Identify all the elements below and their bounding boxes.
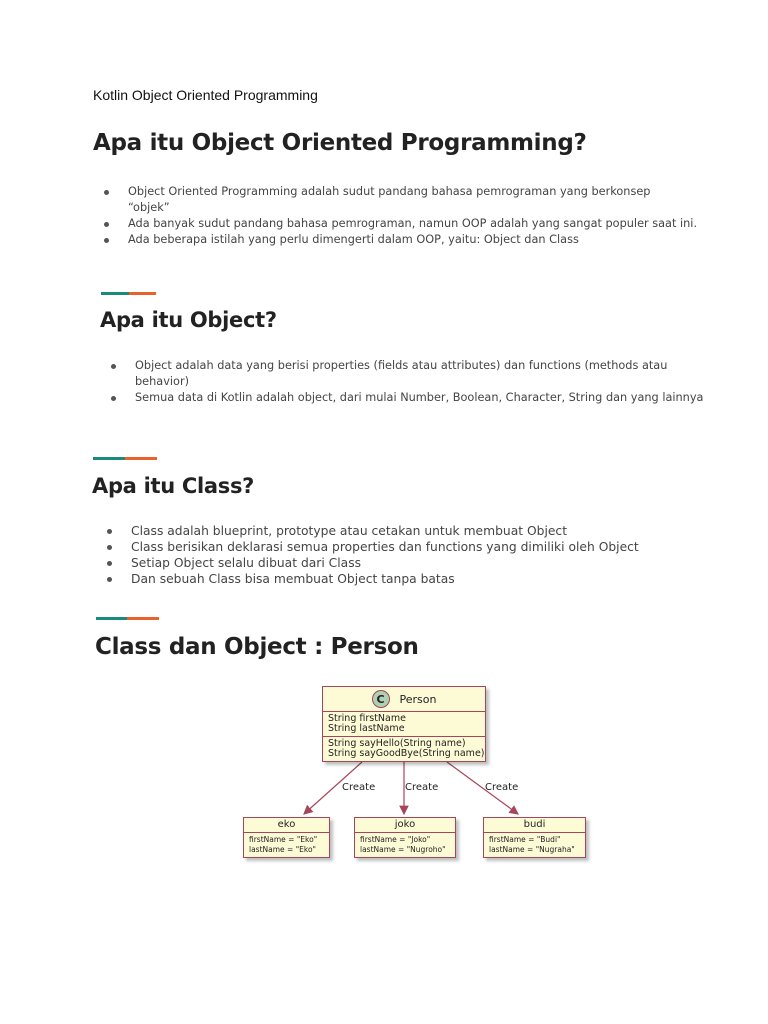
object-name: budi (523, 819, 546, 830)
bullet-item: Dan sebuah Class bisa membuat Object tanpa batas (103, 571, 639, 587)
bullet-continuation: “objek” (128, 201, 170, 214)
object-field: firstName = "Joko" (360, 835, 431, 844)
class-person-box (322, 686, 486, 762)
edge-label-create: Create (405, 782, 439, 793)
class-method: String sayGoodBye(String name) (328, 748, 485, 759)
object-name: eko (277, 819, 296, 830)
bullet-item: Class berisikan deklarasi semua properties dan functions yang dimiliki oleh Object (103, 539, 639, 555)
heading-class: Apa itu Class? (92, 474, 255, 498)
object-name: joko (394, 819, 416, 830)
object-field: lastName = "Nugraha" (489, 845, 575, 854)
object-fields (244, 832, 329, 857)
edge-label-create: Create (485, 782, 519, 793)
class-name: Person (399, 692, 437, 706)
class-field: String firstName (328, 713, 406, 724)
document-title: Kotlin Object Oriented Programming (93, 87, 318, 103)
object-eko-box (243, 817, 330, 858)
class-fields (323, 711, 485, 736)
object-field: firstName = "Eko" (249, 835, 318, 844)
object-joko-box (354, 817, 456, 858)
object-fields (355, 832, 455, 857)
class-header (323, 687, 485, 711)
bullet-item: Object Oriented Programming adalah sudut pandang bahasa pemrograman yang berkonsep (100, 184, 697, 200)
object-budi-box (483, 817, 586, 858)
object-fields (484, 832, 585, 857)
class-c-icon: C (372, 690, 390, 708)
heading-person: Class dan Object : Person (95, 634, 419, 660)
heading-oop: Apa itu Object Oriented Programming? (93, 130, 587, 156)
class-method: String sayHello(String name) (328, 738, 466, 749)
class-field: String lastName (328, 723, 405, 734)
object-field: firstName = "Budi" (489, 835, 561, 844)
bullet-continuation: behavior) (135, 375, 189, 388)
class-methods (323, 736, 485, 761)
bullet-item: Object adalah data yang berisi properties (fields atau attributes) dan functions (methods atau (107, 358, 703, 374)
object-field: lastName = "Nugroho" (360, 845, 446, 854)
bullet-item: Semua data di Kotlin adalah object, dari mulai Number, Boolean, Character, String dan yang lainnya (107, 390, 703, 406)
bullet-item: Ada beberapa istilah yang perlu dimengerti dalam OOP, yaitu: Object dan Class (100, 232, 697, 248)
heading-object: Apa itu Object? (100, 308, 277, 332)
edge-label-create: Create (342, 782, 376, 793)
bullet-item: Ada banyak sudut pandang bahasa pemrograman, namun OOP adalah yang sangat populer saat ini. (100, 216, 697, 232)
object-field: lastName = "Eko" (249, 845, 317, 854)
bullet-item: Setiap Object selalu dibuat dari Class (103, 555, 639, 571)
bullet-item: Class adalah blueprint, prototype atau cetakan untuk membuat Object (103, 523, 639, 539)
